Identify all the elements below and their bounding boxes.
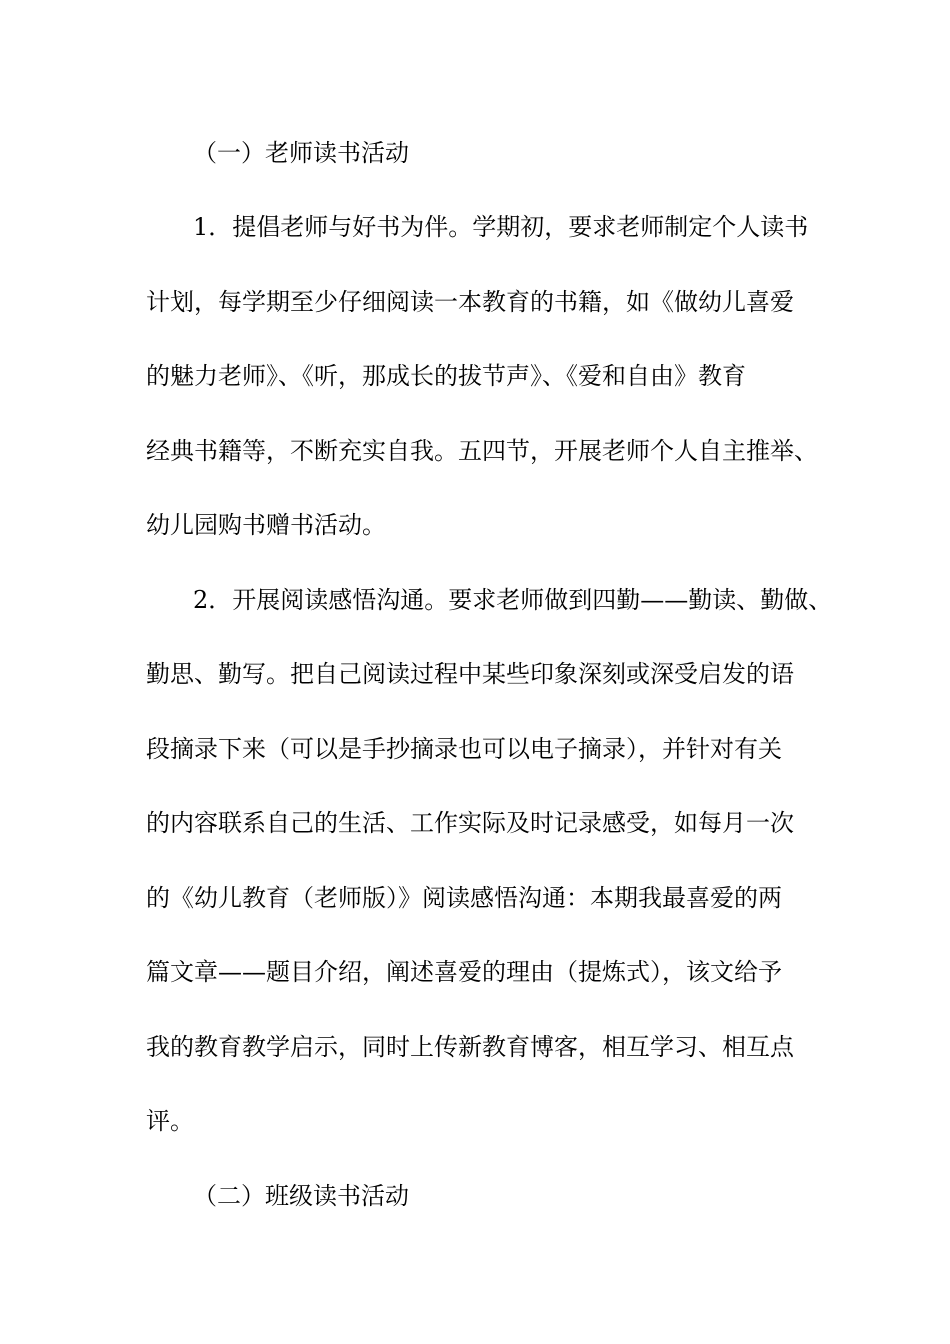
- paragraph-line: 1．提倡老师与好书为伴。学期初，要求老师制定个人读书: [193, 213, 809, 241]
- paragraph-line: 的《幼儿教育（老师版）》阅读感悟沟通：本期我最喜爱的两: [146, 884, 782, 912]
- section-heading-teacher-reading: （一）老师读书活动: [193, 139, 409, 167]
- paragraph-line: 幼儿园购书赠书活动。: [146, 511, 386, 539]
- paragraph-line: 篇文章——题目介绍，阐述喜爱的理由（提炼式），该文给予: [146, 958, 782, 986]
- paragraph-line: 评。: [146, 1107, 194, 1135]
- paragraph-line: 勤思、勤写。把自己阅读过程中某些印象深刻或深受启发的语: [146, 660, 794, 688]
- paragraph-line: 计划，每学期至少仔细阅读一本教育的书籍，如《做幼儿喜爱: [146, 288, 794, 316]
- paragraph-line: 的内容联系自己的生活、工作实际及时记录感受，如每月一次: [146, 809, 794, 837]
- paragraph-line: 经典书籍等，不断充实自我。五四节，开展老师个人自主推举、: [146, 437, 818, 465]
- paragraph-line: 我的教育教学启示，同时上传新教育博客，相互学习、相互点: [146, 1033, 794, 1061]
- paragraph-line: 的魅力老师》、《听，那成长的拔节声》、《爱和自由》教育: [146, 362, 746, 390]
- section-heading-class-reading: （二）班级读书活动: [193, 1182, 409, 1210]
- paragraph-line: 段摘录下来（可以是手抄摘录也可以电子摘录），并针对有关: [146, 735, 782, 763]
- paragraph-line: 2．开展阅读感悟沟通。要求老师做到四勤——勤读、勤做、: [193, 586, 833, 614]
